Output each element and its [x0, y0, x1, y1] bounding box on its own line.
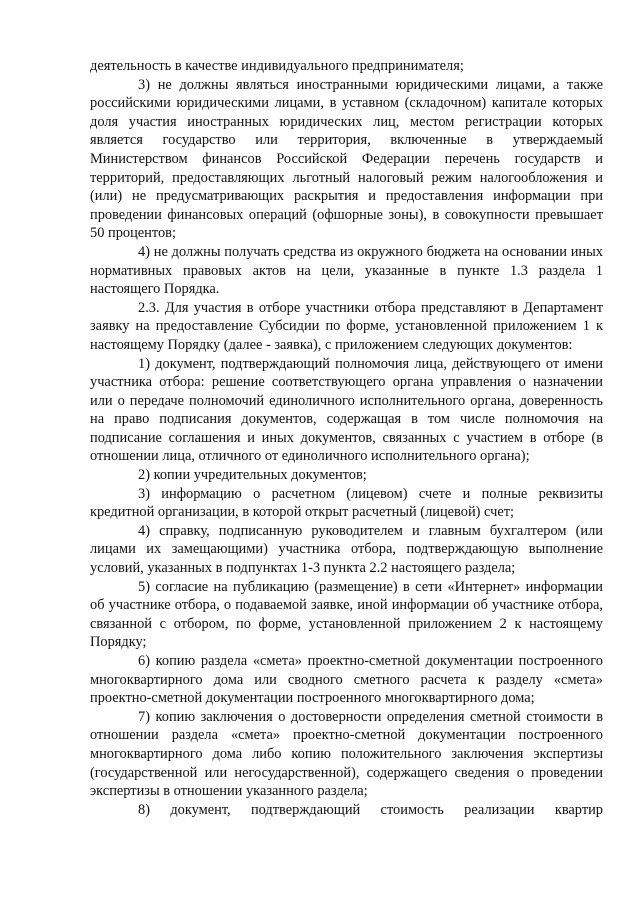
paragraph-section-2-3: 2.3. Для участия в отборе участники отбора представляют в Департамент заявку на предоставление Субсидии по форме, установленной приложением 1 к настоящему Порядку (далее - заявка), с приложением следующих документов:	[90, 299, 603, 353]
paragraph-doc-3: 3) информацию о расчетном (лицевом) счете и полные реквизиты кредитной организации, в которой открыт расчетный (лицевой) счет;	[90, 485, 603, 521]
paragraph-doc-8: 8) документ, подтверждающий стоимость реализации квартир	[138, 801, 603, 818]
paragraph-doc-1: 1) документ, подтверждающий полномочия лица, действующего от имени участника отбора: решение соответствующего органа управления о назначении или о передаче полномочий единоличного исполнительного органа, доверенность на право подписания документов, содержащая в том числе полномочия на подписание соглашения и иных документов, связанных с участием в отборе (в отношении лица, отличного от единоличного исполнительного органа);	[90, 355, 603, 465]
paragraph-continuation: деятельность в качестве индивидуального предпринимателя;	[90, 58, 464, 74]
paragraph-doc-7: 7) копию заключения о достоверности определения сметной стоимости в отношении раздела «смета» проектно-сметной документации построенного многоквартирного дома либо копию положительного заключения экспертизы (государственной или негосударственной), содержащего сведения о проведении экспертизы в отношении указанного раздела;	[90, 708, 603, 800]
paragraph-doc-5: 5) согласие на публикацию (размещение) в сети «Интернет» информации об участнике отбора, о подаваемой заявке, иной информации об участнике отбора, связанной с отбором, по форме, установленной приложением 2 к настоящему Порядку;	[90, 578, 603, 651]
paragraph-item-4: 4) не должны получать средства из окружного бюджета на основании иных нормативных правовых актов на цели, указанные в пункте 1.3 раздела 1 настоящего Порядка.	[90, 243, 603, 298]
paragraph-doc-6: 6) копию раздела «смета» проектно-сметной документации построенного многоквартирного дома или сводного сметного расчета к разделу «смета» проектно-сметной документации построенного многоквартирного дома;	[90, 653, 603, 707]
paragraph-doc-2: 2) копии учредительных документов;	[138, 467, 367, 484]
paragraph-item-3: 3) не должны являться иностранными юридическими лицами, а также российскими юридическими лицами, в уставном (складочном) капитале которых доля участия иностранных юридических лиц, местом регистрации которых является государство или территория, включенные в утверждаемый Министерством финансов Российской Федерации перечень государств и территорий, предоставляющих льготный налоговый режим налогообложения и (или) не предусматривающих раскрытия и предоставления информации при проведении финансовых операций (офшорные зоны), в совокупности превышает 50 процентов;	[90, 76, 603, 242]
document-page	[90, 57, 603, 819]
paragraph-doc-4: 4) справку, подписанную руководителем и главным бухгалтером (или лицами их замещающими) участника отбора, подтверждающую выполнение условий, указанных в подпунктах 1-3 пункта 2.2 настоящего раздела;	[90, 522, 603, 577]
